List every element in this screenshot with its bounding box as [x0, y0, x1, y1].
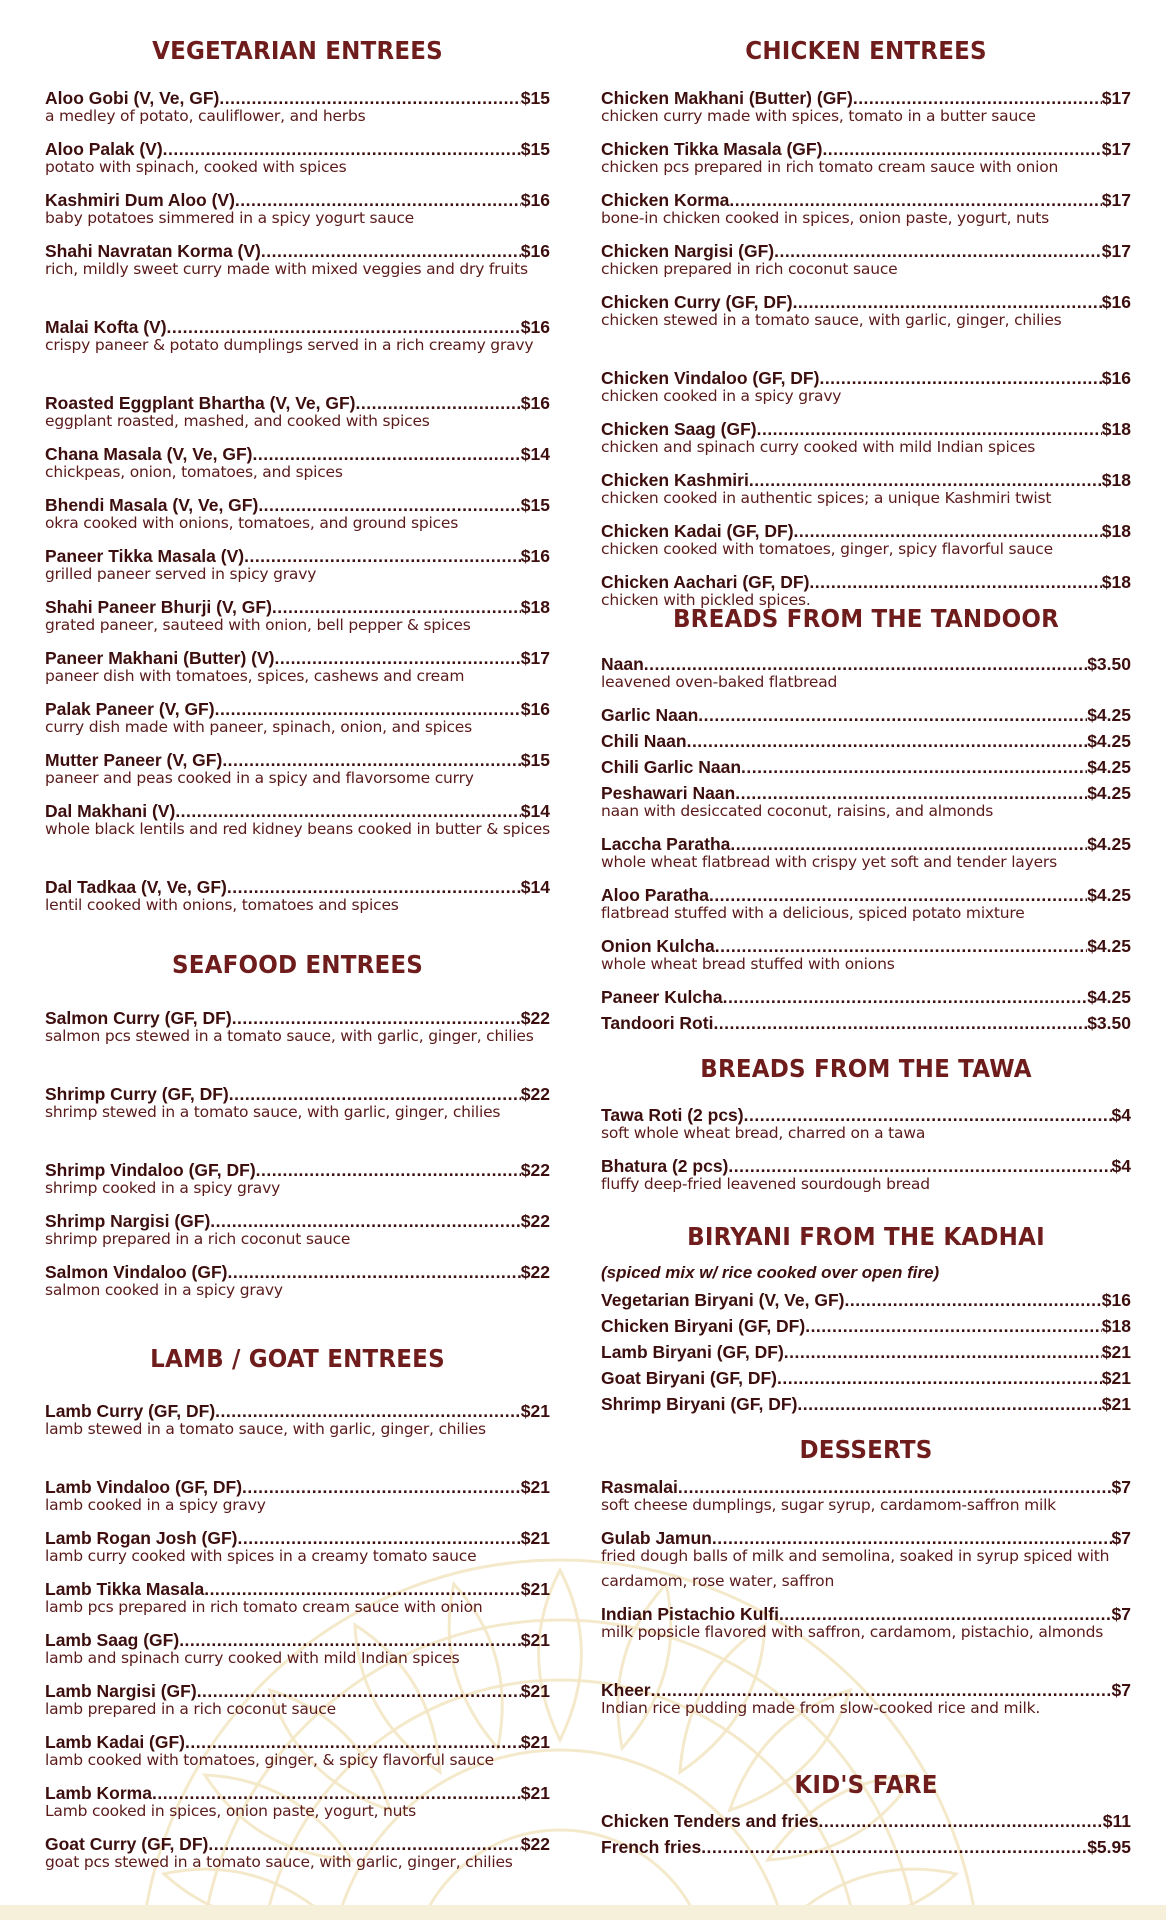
menu-item-name: Lamb Rogan Josh (GF)	[45, 1528, 238, 1548]
menu-item	[601, 885, 1131, 926]
menu-item-price: $15	[520, 88, 550, 108]
menu-item-price: $15	[520, 139, 550, 159]
menu-item-name: Chicken Curry (GF, DF)	[601, 292, 793, 312]
menu-item-name: Chicken Kadai (GF, DF)	[601, 521, 794, 541]
menu-item	[601, 88, 1131, 129]
menu-item-price: $17	[1101, 88, 1131, 108]
menu-item-price: $16	[1101, 368, 1131, 388]
menu-item-line	[601, 1837, 1131, 1857]
section-title-tawa: BREADS FROM THE TAWA	[700, 1054, 1032, 1083]
dot-leader	[723, 987, 1088, 1007]
menu-item	[601, 783, 1131, 824]
menu-item-description: lamb curry cooked with spices in a creamy tomato sauce	[45, 1547, 477, 1565]
menu-item-description: leavened oven-baked flatbread	[601, 673, 838, 691]
menu-item	[45, 699, 550, 740]
menu-item-name: Lamb Korma	[45, 1783, 152, 1803]
menu-item-description: lamb and spinach curry cooked with mild Indian spices	[45, 1649, 460, 1667]
menu-item	[601, 654, 1131, 695]
biryani-note: (spiced mix w/ rice cooked over open fire)	[601, 1263, 940, 1282]
menu-item-line	[601, 731, 1131, 751]
menu-item	[45, 546, 550, 587]
dot-leader	[805, 1316, 1102, 1336]
menu-item	[45, 1834, 550, 1875]
menu-item	[601, 1394, 1131, 1414]
menu-item	[45, 444, 550, 485]
dot-leader	[256, 1160, 521, 1180]
menu-item-price: $22	[520, 1160, 550, 1180]
menu-item-name: Lamb Vindaloo (GF, DF)	[45, 1477, 243, 1497]
menu-item-price: $21	[520, 1783, 550, 1803]
menu-item-name: Chicken Tikka Masala (GF)	[601, 139, 823, 159]
menu-item-price: $5.95	[1087, 1837, 1131, 1857]
menu-item-name: Kheer	[601, 1680, 651, 1700]
menu-item-description: chickpeas, onion, tomatoes, and spices	[45, 463, 343, 481]
menu-item	[45, 1008, 550, 1049]
menu-item-price: $4.25	[1087, 783, 1131, 803]
menu-item-name: Garlic Naan	[601, 705, 699, 725]
menu-item-price: $16	[520, 546, 550, 566]
dot-leader	[687, 731, 1088, 751]
menu-item-name: Chicken Nargisi (GF)	[601, 241, 775, 261]
menu-item	[601, 1837, 1131, 1857]
menu-item-price: $21	[1101, 1368, 1131, 1388]
dot-leader	[741, 757, 1087, 777]
menu-item-name: Peshawari Naan	[601, 783, 736, 803]
menu-item-description: soft cheese dumplings, sugar syrup, cardamom-saffron milk	[601, 1496, 1056, 1514]
dot-leader	[698, 705, 1087, 725]
menu-item-name: Shrimp Vindaloo (GF, DF)	[45, 1160, 256, 1180]
menu-item-name: Salmon Vindaloo (GF)	[45, 1262, 228, 1282]
menu-item	[601, 705, 1131, 725]
menu-item-name: Aloo Gobi (V, Ve, GF)	[45, 88, 220, 108]
menu-item-price: $16	[520, 699, 550, 719]
menu-item	[601, 1368, 1131, 1388]
menu-item-description: lamb cooked with tomatoes, ginger, & spicy flavorful sauce	[45, 1751, 494, 1769]
menu-item	[601, 1604, 1131, 1645]
menu-item-description: a medley of potato, cauliflower, and herbs	[45, 107, 366, 125]
menu-item-price: $11	[1102, 1811, 1131, 1831]
menu-item-name: Chicken Vindaloo (GF, DF)	[601, 368, 820, 388]
menu-item-price: $22	[520, 1211, 550, 1231]
menu-item-price: $4	[1111, 1105, 1131, 1125]
menu-item-description: Lamb cooked in spices, onion paste, yogurt, nuts	[45, 1802, 417, 1820]
menu-item-price: $17	[520, 648, 550, 668]
menu-item-name: Shahi Navratan Korma (V)	[45, 241, 261, 261]
dot-leader	[819, 1811, 1103, 1831]
menu-item-name: Paneer Kulcha	[601, 987, 723, 1007]
menu-item	[45, 1160, 550, 1201]
menu-item-description: lamb cooked in a spicy gravy	[45, 1496, 266, 1514]
menu-item-name: Palak Paneer (V, GF)	[45, 699, 215, 719]
menu-item-name: Lamb Kadai (GF)	[45, 1732, 186, 1752]
menu-item	[45, 190, 550, 231]
menu-item	[601, 1013, 1131, 1033]
menu-item-description: baby potatoes simmered in a spicy yogurt sauce	[45, 209, 414, 227]
menu-item-name: Chicken Saag (GF)	[601, 419, 757, 439]
menu-item-price: $17	[1101, 190, 1131, 210]
menu-item-description: shrimp cooked in a spicy gravy	[45, 1179, 281, 1197]
menu-item-name: Paneer Makhani (Butter) (V)	[45, 648, 275, 668]
menu-item-name: Tandoori Roti	[601, 1013, 714, 1033]
menu-item	[45, 88, 550, 129]
menu-item-name: French fries	[601, 1837, 702, 1857]
menu-item-name: Dal Makhani (V)	[45, 801, 176, 821]
section-title-seafood: SEAFOOD ENTREES	[171, 950, 424, 979]
menu-item-price: $18	[1101, 1316, 1131, 1336]
menu-item-description: potato with spinach, cooked with spices	[45, 158, 347, 176]
menu-item-price: $21	[520, 1630, 550, 1650]
menu-item-description: lamb pcs prepared in rich tomato cream sauce with onion	[45, 1598, 483, 1616]
menu-item	[601, 419, 1131, 460]
menu-item-line	[601, 1316, 1131, 1336]
menu-item	[601, 731, 1131, 751]
dot-leader	[713, 1013, 1087, 1033]
menu-item	[45, 139, 550, 180]
menu-item-description: Indian rice pudding made from slow-cooked rice and milk.	[601, 1699, 1041, 1717]
menu-item-line	[601, 1013, 1131, 1033]
menu-item	[45, 1401, 550, 1442]
menu-item-name: Lamb Tikka Masala	[45, 1579, 205, 1599]
menu-item-name: Chicken Kashmiri	[601, 470, 749, 490]
section-title-lamb-goat: LAMB / GOAT ENTREES	[150, 1344, 445, 1373]
menu-item-price: $18	[520, 597, 550, 617]
menu-item-description: whole wheat bread stuffed with onions	[601, 955, 895, 973]
menu-item-name: Chicken Makhani (Butter) (GF)	[601, 88, 853, 108]
menu-item-price: $4.25	[1087, 705, 1131, 725]
menu-item-price: $7	[1111, 1528, 1131, 1548]
dot-leader	[844, 1290, 1101, 1310]
menu-item	[601, 834, 1131, 875]
menu-item-name: Gulab Jamun	[601, 1528, 712, 1548]
menu-item-name: Lamb Nargisi (GF)	[45, 1681, 197, 1701]
menu-item-name: Lamb Saag (GF)	[45, 1630, 180, 1650]
menu-item-name: Onion Kulcha	[601, 936, 715, 956]
menu-item-price: $18	[1101, 470, 1131, 490]
menu-item	[45, 1579, 550, 1620]
menu-item-price: $17	[1101, 241, 1131, 261]
dot-leader	[797, 1394, 1101, 1414]
menu-item-description: naan with desiccated coconut, raisins, and almonds	[601, 802, 994, 820]
menu-item	[601, 572, 1131, 613]
menu-item-price: $21	[520, 1579, 550, 1599]
menu-item-name: Chicken Korma	[601, 190, 730, 210]
menu-item-description: grilled paneer served in spicy gravy	[45, 565, 317, 583]
menu-item	[601, 1342, 1131, 1362]
menu-item-price: $16	[520, 317, 550, 337]
menu-item-description: chicken stewed in a tomato sauce, with garlic, ginger, chilies	[601, 311, 1062, 329]
menu-item-price: $18	[1101, 419, 1131, 439]
menu-item	[601, 521, 1131, 562]
menu-item-price: $16	[520, 393, 550, 413]
section-title-biryani: BIRYANI FROM THE KADHAI	[687, 1222, 1045, 1251]
section-title-tandoor: BREADS FROM THE TANDOOR	[672, 604, 1060, 633]
menu-item-price: $7	[1111, 1604, 1131, 1624]
menu-item-price: $15	[520, 495, 550, 515]
menu-item-description: goat pcs stewed in a tomato sauce, with garlic, ginger, chilies	[45, 1853, 513, 1871]
menu-item-name: Chili Garlic Naan	[601, 757, 742, 777]
menu-item	[45, 1262, 550, 1303]
menu-item	[601, 292, 1131, 333]
menu-item-description: curry dish made with paneer, spinach, onion, and spices	[45, 718, 473, 736]
menu-item-line	[601, 1342, 1131, 1362]
menu-item-description: lamb stewed in a tomato sauce, with garlic, ginger, chilies	[45, 1420, 486, 1438]
menu-item-description: chicken cooked in a spicy gravy	[601, 387, 842, 405]
menu-item-name: Naan	[601, 654, 644, 674]
menu-item-name: Chana Masala (V, Ve, GF)	[45, 444, 253, 464]
menu-item-description: chicken pcs prepared in rich tomato cream sauce with onion	[601, 158, 1059, 176]
menu-item	[45, 1084, 550, 1125]
menu-item-price: $18	[1101, 572, 1131, 592]
menu-item-name: Chicken Tenders and fries	[601, 1811, 819, 1831]
menu-item	[601, 139, 1131, 180]
menu-item	[45, 1732, 550, 1773]
menu-item	[45, 317, 550, 358]
section-title-desserts: DESSERTS	[799, 1435, 933, 1464]
menu-item	[45, 1477, 550, 1518]
menu-item-name: Indian Pistachio Kulfi	[601, 1604, 779, 1624]
menu-item	[45, 597, 550, 638]
menu-item	[601, 1528, 1131, 1594]
menu-item-line	[601, 1290, 1131, 1310]
menu-item-price: $14	[520, 444, 550, 464]
menu-item-name: Paneer Tikka Masala (V)	[45, 546, 245, 566]
menu-item-price: $16	[1101, 292, 1131, 312]
menu-item-description: flatbread stuffed with a delicious, spiced potato mixture	[601, 904, 1025, 922]
menu-item	[45, 1783, 550, 1824]
menu-item-name: Aloo Palak (V)	[45, 139, 163, 159]
menu-item-price: $4.25	[1087, 987, 1131, 1007]
dot-leader	[819, 368, 1101, 388]
menu-item-name: Shrimp Curry (GF, DF)	[45, 1084, 229, 1104]
menu-item	[45, 1211, 550, 1252]
menu-item-description: milk popsicle flavored with saffron, cardamom, pistachio, almonds	[601, 1623, 1104, 1641]
menu-item	[601, 757, 1131, 777]
menu-item-price: $21	[1101, 1394, 1131, 1414]
menu-item	[601, 1811, 1131, 1831]
menu-item	[601, 470, 1131, 511]
menu-item-price: $4.25	[1087, 936, 1131, 956]
menu-item-price: $14	[520, 801, 550, 821]
menu-item	[45, 1630, 550, 1671]
menu-item	[45, 495, 550, 536]
menu-item-name: Bhatura (2 pcs)	[601, 1156, 729, 1176]
menu-item-description: chicken with pickled spices.	[601, 591, 811, 609]
menu-item-name: Kashmiri Dum Aloo (V)	[45, 190, 235, 210]
menu-item	[601, 241, 1131, 282]
menu-item-description: eggplant roasted, mashed, and cooked with spices	[45, 412, 430, 430]
menu-item-description: whole black lentils and red kidney beans cooked in butter & spices	[45, 820, 550, 838]
menu-item-description: lamb prepared in a rich coconut sauce	[45, 1700, 336, 1718]
menu-item-name: Chili Naan	[601, 731, 687, 751]
menu-item-price: $4.25	[1087, 885, 1131, 905]
menu-item	[45, 801, 550, 842]
menu-item-line	[601, 1394, 1131, 1414]
dot-leader	[809, 572, 1101, 592]
menu-item-price: $21	[1101, 1342, 1131, 1362]
menu-item-line	[601, 1811, 1131, 1831]
menu-item-description: bone-in chicken cooked in spices, onion paste, yogurt, nuts	[601, 209, 1050, 227]
menu-item	[45, 648, 550, 689]
menu-item-price: $4.25	[1087, 757, 1131, 777]
menu-item-name: Aloo Paratha	[601, 885, 709, 905]
menu-item-price: $21	[520, 1477, 550, 1497]
menu-item-name: Laccha Paratha	[601, 834, 731, 854]
menu-item-price: $18	[1101, 521, 1131, 541]
menu-item-description: grated paneer, sauteed with onion, bell pepper & spices	[45, 616, 471, 634]
menu-item-description: crispy paneer & potato dumplings served in a rich creamy gravy	[45, 336, 534, 354]
menu-item-description: fried dough balls of milk and semolina, soaked in syrup spiced with cardamom, rose water, saffron	[601, 1547, 1110, 1590]
menu-item	[601, 1477, 1131, 1518]
dot-leader	[701, 1837, 1087, 1857]
menu-item-description: fluffy deep-fried leavened sourdough bread	[601, 1175, 930, 1193]
menu-item	[601, 368, 1131, 409]
menu-item-price: $3.50	[1087, 1013, 1131, 1033]
menu-item-price: $21	[520, 1401, 550, 1421]
menu-item	[45, 1528, 550, 1569]
menu-item	[601, 1680, 1131, 1721]
menu-item	[45, 877, 550, 918]
menu-item-name: Shahi Paneer Bhurji (V, GF)	[45, 597, 272, 617]
menu-item-name: Shrimp Nargisi (GF)	[45, 1211, 211, 1231]
menu-item	[45, 1681, 550, 1722]
menu-item-price: $16	[520, 241, 550, 261]
menu-item	[601, 987, 1131, 1007]
menu-item-name: Vegetarian Biryani (V, Ve, GF)	[601, 1290, 845, 1310]
menu-item-price: $21	[520, 1681, 550, 1701]
menu-item-name: Tawa Roti (2 pcs)	[601, 1105, 744, 1125]
menu-item-price: $17	[1101, 139, 1131, 159]
menu-item-price: $21	[520, 1528, 550, 1548]
menu-item-description: okra cooked with onions, tomatoes, and ground spices	[45, 514, 459, 532]
menu-item-price: $16	[520, 190, 550, 210]
menu-item	[601, 1316, 1131, 1336]
menu-item-price: $4.25	[1087, 834, 1131, 854]
dot-leader	[242, 1477, 521, 1497]
menu-item-description: rich, mildly sweet curry made with mixed veggies and dry fruits	[45, 260, 528, 278]
menu-item-description: chicken curry made with spices, tomato in a butter sauce	[601, 107, 1036, 125]
menu-item-description: chicken and spinach curry cooked with mild Indian spices	[601, 438, 1036, 456]
menu-item-description: chicken cooked with tomatoes, ginger, spicy flavorful sauce	[601, 540, 1053, 558]
menu-item	[601, 1290, 1131, 1310]
menu-item-description: lentil cooked with onions, tomatoes and spices	[45, 896, 399, 914]
menu-item-description: soft whole wheat bread, charred on a tawa	[601, 1124, 926, 1142]
section-title-vegetarian: VEGETARIAN ENTREES	[152, 36, 443, 65]
menu-item-description: whole wheat flatbread with crispy yet soft and tender layers	[601, 853, 1057, 871]
menu-item-price: $22	[520, 1834, 550, 1854]
menu-item-description: salmon pcs stewed in a tomato sauce, with garlic, ginger, chilies	[45, 1027, 534, 1045]
menu-item	[601, 190, 1131, 231]
menu-item-description: shrimp stewed in a tomato sauce, with garlic, ginger, chilies	[45, 1103, 501, 1121]
menu-item	[601, 936, 1131, 977]
menu-item	[45, 393, 550, 434]
menu-item-name: Chicken Biryani (GF, DF)	[601, 1316, 806, 1336]
dot-leader	[784, 1342, 1102, 1362]
menu-item-name: Goat Biryani (GF, DF)	[601, 1368, 777, 1388]
menu-item-name: Lamb Curry (GF, DF)	[45, 1401, 216, 1421]
menu-item-line	[601, 1368, 1131, 1388]
menu-item-name: Mutter Paneer (V, GF)	[45, 750, 223, 770]
menu-item-name: Roasted Eggplant Bhartha (V, Ve, GF)	[45, 393, 356, 413]
menu-item-price: $22	[520, 1084, 550, 1104]
menu-item-description: paneer dish with tomatoes, spices, cashews and cream	[45, 667, 465, 685]
menu-item-price: $4	[1111, 1156, 1131, 1176]
menu-item-name: Goat Curry (GF, DF)	[45, 1834, 209, 1854]
menu-item-line	[601, 705, 1131, 725]
menu-item-description: chicken cooked in authentic spices; a unique Kashmiri twist	[601, 489, 1052, 507]
menu-item-description: shrimp prepared in a rich coconut sauce	[45, 1230, 351, 1248]
dot-leader	[777, 1368, 1102, 1388]
menu-item-price: $16	[1101, 1290, 1131, 1310]
menu-item-description: paneer and peas cooked in a spicy and flavorsome curry	[45, 769, 474, 787]
menu-item	[45, 750, 550, 791]
menu-item-name: Chicken Aachari (GF, DF)	[601, 572, 810, 592]
section-title-kids: KID'S FARE	[794, 1770, 938, 1799]
menu-item-name: Dal Tadkaa (V, Ve, GF)	[45, 877, 227, 897]
menu-item-name: Lamb Biryani (GF, DF)	[601, 1342, 784, 1362]
menu-item-line	[601, 757, 1131, 777]
menu-item-price: $22	[520, 1008, 550, 1028]
menu-item-name: Bhendi Masala (V, Ve, GF)	[45, 495, 259, 515]
menu-item-price: $22	[520, 1262, 550, 1282]
menu-item-price: $7	[1111, 1680, 1131, 1700]
menu-item-description: chicken prepared in rich coconut sauce	[601, 260, 898, 278]
menu-item-name: Rasmalai	[601, 1477, 678, 1497]
menu-item-price: $21	[520, 1732, 550, 1752]
menu-item	[601, 1105, 1131, 1146]
menu-item-name: Malai Kofta (V)	[45, 317, 167, 337]
menu-item-price: $3.50	[1087, 654, 1131, 674]
menu-item-price: $14	[520, 877, 550, 897]
section-title-chicken: CHICKEN ENTREES	[745, 36, 987, 65]
menu-item-price: $15	[520, 750, 550, 770]
menu-item-name: Shrimp Biryani (GF, DF)	[601, 1394, 798, 1414]
menu-item-price: $4.25	[1087, 731, 1131, 751]
menu-item-description: salmon cooked in a spicy gravy	[45, 1281, 283, 1299]
menu-item-price: $7	[1111, 1477, 1131, 1497]
menu-item	[45, 241, 550, 282]
menu-item-name: Salmon Curry (GF, DF)	[45, 1008, 232, 1028]
menu-item	[601, 1156, 1131, 1197]
menu-item-line	[601, 987, 1131, 1007]
